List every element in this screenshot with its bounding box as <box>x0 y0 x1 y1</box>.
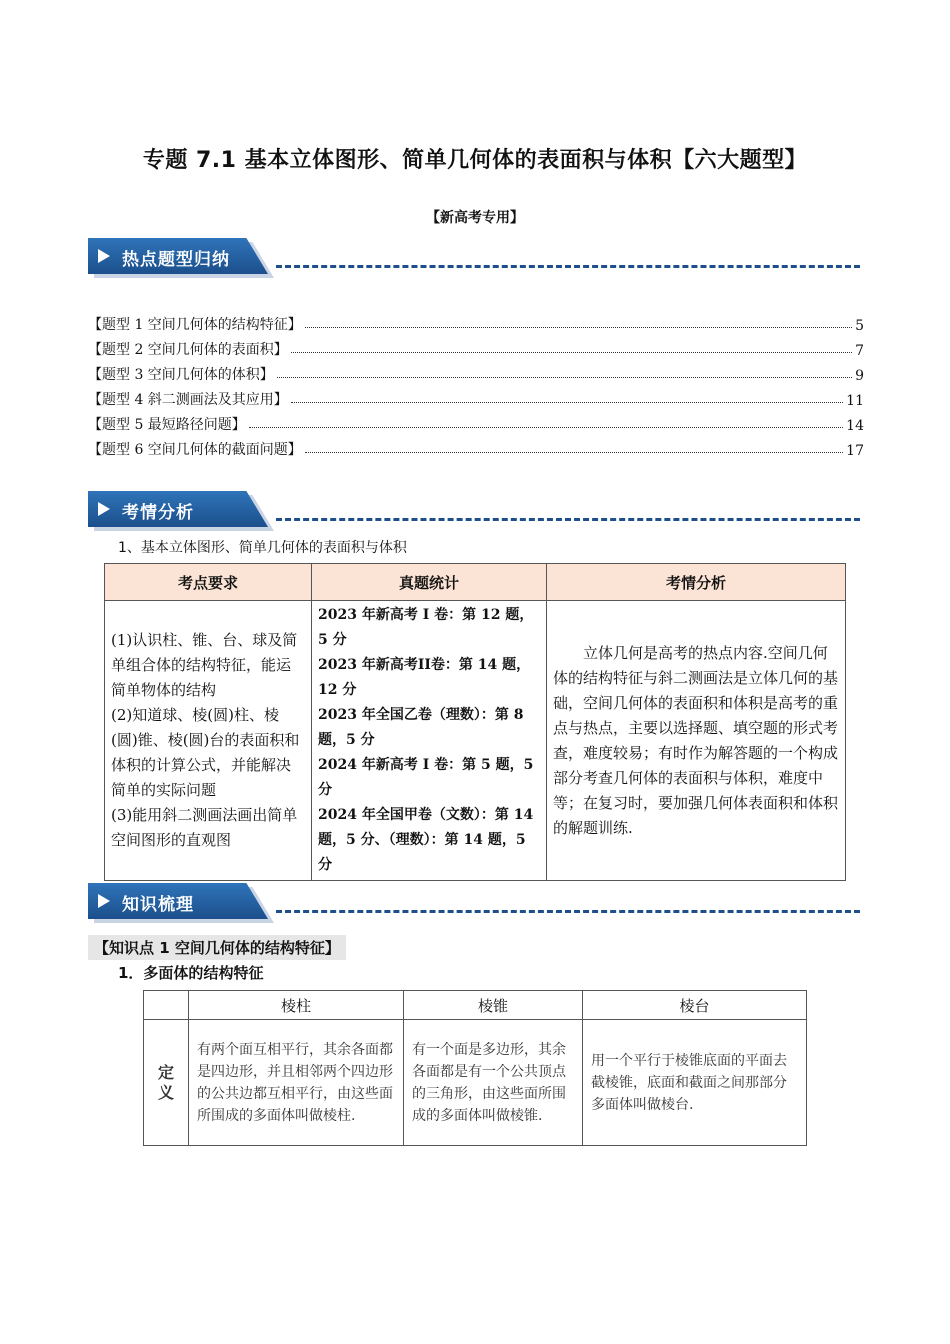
knowledge-subheading: 1．多面体的结构特征 <box>118 964 264 982</box>
column-header: 考点要求 <box>105 564 312 601</box>
page-subtitle: 【新高考专用】 <box>426 210 524 226</box>
banner-knowledge <box>88 883 868 923</box>
column-header: 棱柱 <box>189 991 404 1020</box>
corner-header <box>144 991 189 1020</box>
arrow-icon <box>98 249 110 263</box>
prism-definition: 有两个面互相平行，其余各面都是四边形，并且相邻两个四边形的公共边都互相平行，由这些面所围成的多面体叫做棱柱. <box>189 1020 404 1146</box>
column-header: 棱台 <box>583 991 807 1020</box>
toc-item[interactable]: 【题型 3 空间几何体的体积】 9 <box>88 367 864 384</box>
toc-item[interactable]: 【题型 1 空间几何体的结构特征】 5 <box>88 317 864 334</box>
polyhedron-table <box>143 990 807 1146</box>
column-header: 真题统计 <box>312 564 547 601</box>
stats-cell: 2023 年新高考 I 卷：第 12 题，5 分 2023 年新高考II卷：第 14 题，12 分 2023 年全国乙卷（理数）：第 8 题，5 分 2024 年新高考 I 卷：第 5 题，5 分 2024 年全国甲卷（文数）：第 14 题，5 分、（理数）：第 14 题，5 分 <box>312 601 547 881</box>
frustum-definition: 用一个平行于棱锥底面的平面去截棱锥，底面和截面之间那部分多面体叫做棱台. <box>583 1020 807 1146</box>
toc-item[interactable]: 【题型 6 空间几何体的截面问题】 17 <box>88 442 864 459</box>
toc-item[interactable]: 【题型 5 最短路径问题】 14 <box>88 417 864 434</box>
exam-analysis-table <box>104 563 846 881</box>
column-header: 棱锥 <box>404 991 583 1020</box>
banner-exam-analysis <box>88 491 868 531</box>
toc-item[interactable]: 【题型 2 空间几何体的表面积】 7 <box>88 342 864 359</box>
section-heading: 1、基本立体图形、简单几何体的表面积与体积 <box>118 540 407 556</box>
page-title: 专题 7.1 基本立体图形、简单几何体的表面积与体积【六大题型】 <box>142 148 808 173</box>
table-of-contents <box>88 309 864 459</box>
knowledge-point-title: 【知识点 1 空间几何体的结构特征】 <box>88 935 346 960</box>
dashed-divider <box>276 910 860 913</box>
dashed-divider <box>276 265 860 268</box>
pyramid-definition: 有一个面是多边形，其余各面都是有一个公共顶点的三角形，由这些面所围成的多面体叫做棱锥. <box>404 1020 583 1146</box>
banner-label: 知识梳理 <box>122 895 194 915</box>
banner-hot-topics <box>88 238 868 278</box>
banner-label: 热点题型归纳 <box>122 250 230 270</box>
dashed-divider <box>276 518 860 521</box>
toc-item[interactable]: 【题型 4 斜二测画法及其应用】 11 <box>88 392 864 409</box>
analysis-cell: 立体几何是高考的热点内容.空间几何体的结构特征与斜二测画法是立体几何的基础，空间几何体的表面积和体积是高考的重点与热点，主要以选择题、填空题的形式考查，难度较易；有时作为解答题的一个构成部分考查几何体的表面积与体积，难度中等；在复习时，要加强几何体表面积和体积的解题训练. <box>547 601 846 881</box>
requirements-cell: (1)认识柱、锥、台、球及简单组合体的结构特征，能运简单物体的结构 (2)知道球、棱(圆)柱、棱(圆)锥、棱(圆)台的表面积和体积的计算公式，并能解决简单的实际问题 (3)能用斜二测画法画出简单空间图形的直观图 <box>105 601 312 881</box>
banner-label: 考情分析 <box>122 503 194 523</box>
row-header <box>144 1020 189 1146</box>
arrow-icon <box>98 502 110 516</box>
arrow-icon <box>98 894 110 908</box>
row-label: 定义 <box>157 1062 174 1102</box>
column-header: 考情分析 <box>547 564 846 601</box>
